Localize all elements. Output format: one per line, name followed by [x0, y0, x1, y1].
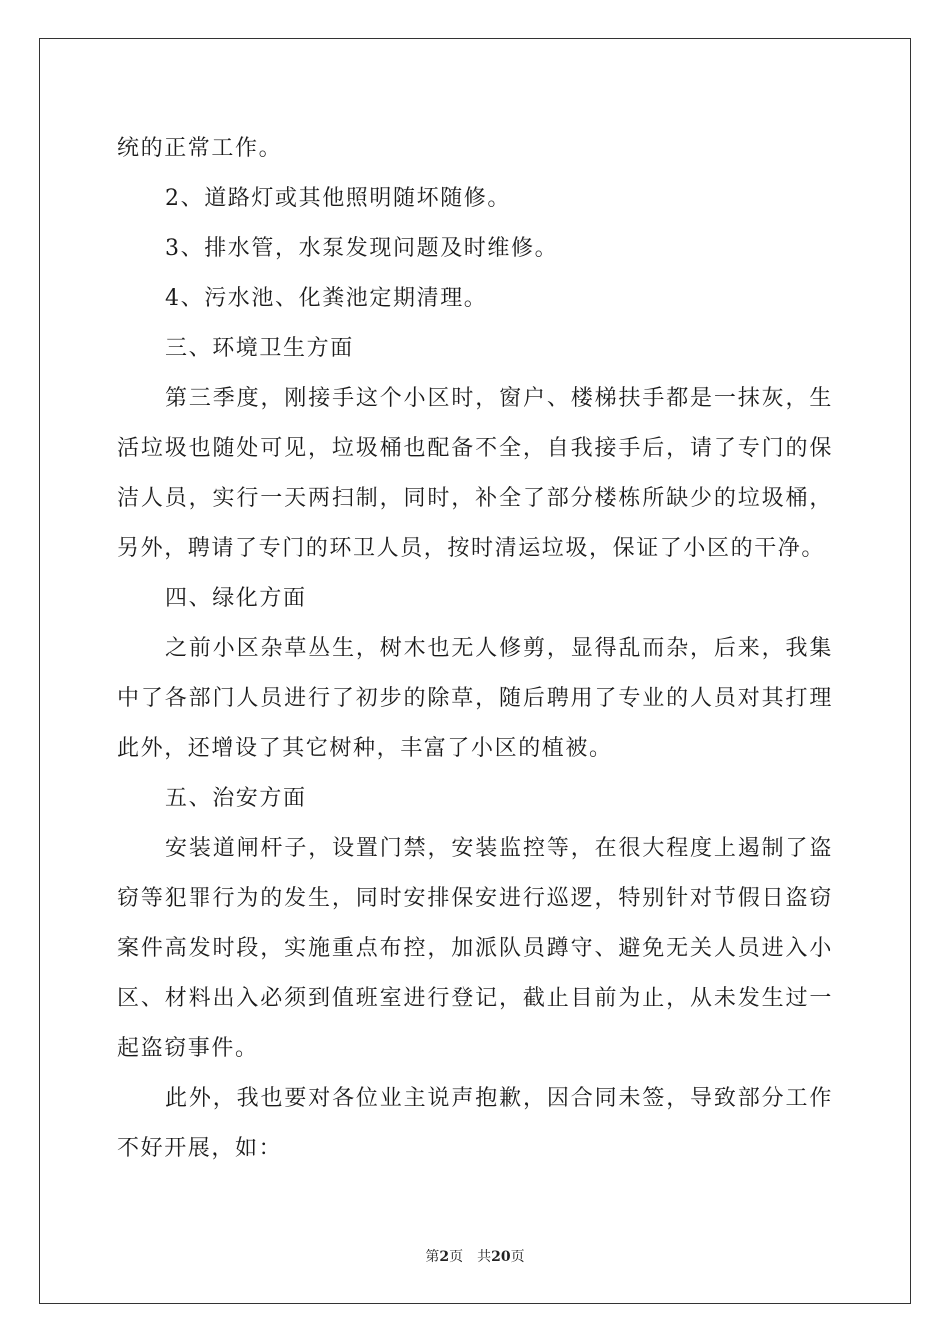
document-body — [117, 124, 833, 1174]
total-pages: 20 — [491, 1249, 511, 1265]
page-prefix: 第 — [425, 1249, 440, 1265]
paragraph: 四、绿化方面 — [165, 586, 307, 611]
total-prefix: 共 — [477, 1249, 492, 1265]
page-number: 2 — [439, 1249, 450, 1265]
paragraph: 三、环境卫生方面 — [165, 336, 354, 361]
paragraph: 五、治安方面 — [165, 786, 307, 811]
paragraph: 2、道路灯或其他照明随坏随修。 — [165, 186, 511, 211]
paragraph: 之前小区杂草丛生，树木也无人修剪，显得乱而杂，后来，我集中了各部门人员进行了初步的除草，随后聘用了专业的人员对其打理此外，还增设了其它树种，丰富了小区的植被。 — [117, 636, 833, 761]
paragraph: 安装道闸杆子，设置门禁，安装监控等，在很大程度上遏制了盗窃等犯罪行为的发生，同时安排保安进行巡逻，特别针对节假日盗窃案件高发时段，实施重点布控，加派队员蹲守、避免无关人员进入小区、材料出入必须到值班室进行登记，截止目前为止，从未发生过一起盗窃事件。 — [117, 836, 833, 1061]
page-footer — [0, 1246, 950, 1266]
paragraph: 3、排水管，水泵发现问题及时维修。 — [165, 236, 559, 261]
paragraph: 4、污水池、化粪池定期清理。 — [165, 286, 488, 311]
paragraph: 此外，我也要对各位业主说声抱歉，因合同未签，导致部分工作不好开展，如： — [117, 1086, 833, 1161]
page-suffix: 页 — [449, 1249, 464, 1265]
paragraph: 第三季度，刚接手这个小区时，窗户、楼梯扶手都是一抹灰，生活垃圾也随处可见，垃圾桶也配备不全，自我接手后，请了专门的保洁人员，实行一天两扫制，同时，补全了部分楼栋所缺少的垃圾桶，另外，聘请了专门的环卫人员，按时清运垃圾，保证了小区的干净。 — [117, 386, 833, 561]
paragraph: 统的正常工作。 — [117, 136, 283, 161]
total-suffix: 页 — [510, 1249, 525, 1265]
